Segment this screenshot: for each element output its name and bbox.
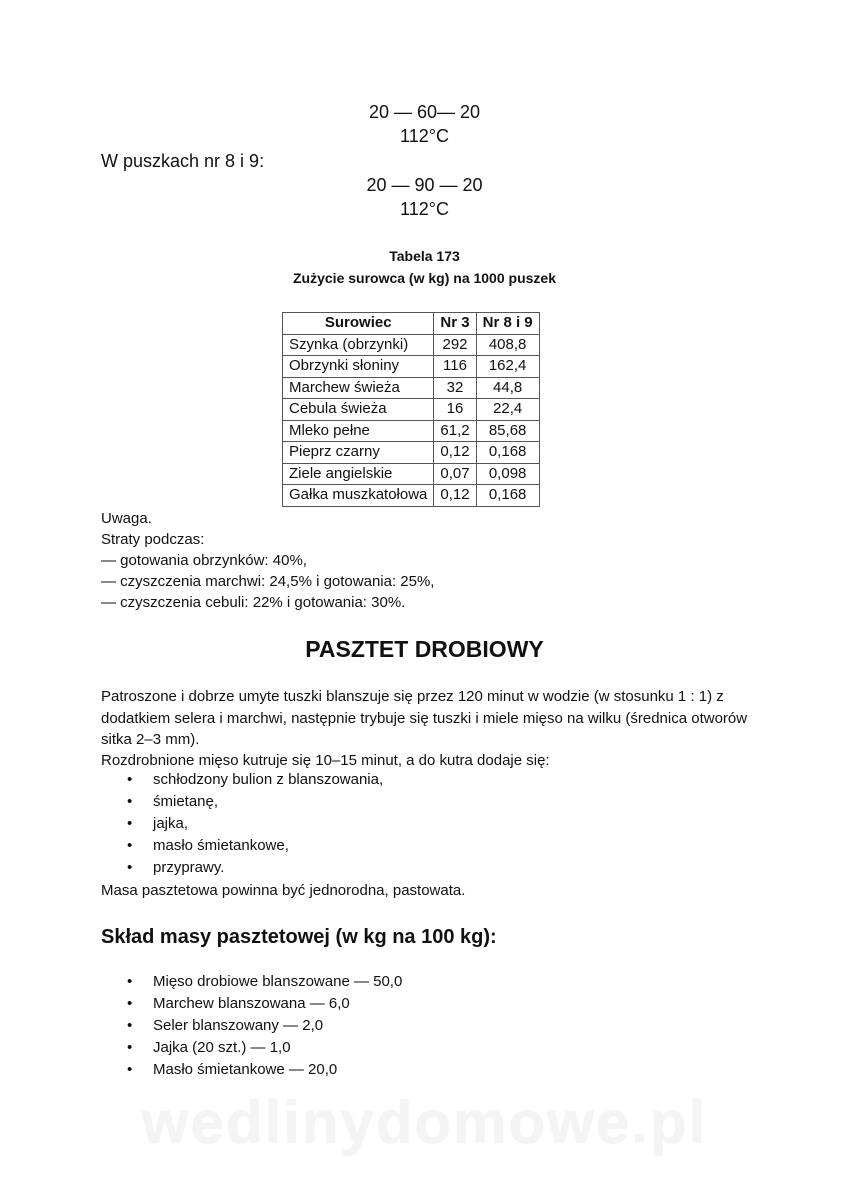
cell-nr3: 116 bbox=[434, 356, 476, 378]
list-item-text: schłodzony bulion z blanszowania, bbox=[153, 771, 384, 788]
cell-nr3: 16 bbox=[434, 399, 476, 421]
list-item-text: Seler blanszowany — 2,0 bbox=[153, 1017, 324, 1034]
formula-1-line-2: 112°C bbox=[400, 126, 449, 146]
bullet-icon: • bbox=[127, 1017, 133, 1034]
list-item bbox=[101, 1037, 402, 1059]
list-item-text: śmietanę, bbox=[153, 793, 219, 810]
composition-list bbox=[101, 971, 402, 1081]
header-nr3: Nr 3 bbox=[434, 313, 476, 335]
table-title: Zużycie surowca (w kg) na 1000 puszek bbox=[293, 270, 556, 286]
list-item bbox=[101, 1015, 402, 1037]
cell-material: Ziele angielskie bbox=[283, 463, 434, 485]
table-row bbox=[283, 334, 540, 356]
list-item-text: Marchew blanszowana — 6,0 bbox=[153, 995, 350, 1012]
list-item-text: Mięso drobiowe blanszowane — 50,0 bbox=[153, 973, 403, 990]
bullet-icon: • bbox=[127, 995, 133, 1012]
bullet-icon: • bbox=[127, 973, 133, 990]
cell-material: Cebula świeża bbox=[283, 399, 434, 421]
table-number: Tabela 173 bbox=[389, 248, 460, 264]
cell-nr3: 61,2 bbox=[434, 420, 476, 442]
list-item bbox=[101, 971, 402, 993]
recipe-paragraph-2: Rozdrobnione mięso kutruje się 10–15 minut, a do kutra dodaje się: bbox=[101, 752, 550, 769]
table-row bbox=[283, 356, 540, 378]
bullet-icon: • bbox=[127, 771, 133, 788]
bullet-icon: • bbox=[127, 1061, 133, 1078]
cell-material: Szynka (obrzynki) bbox=[283, 334, 434, 356]
cell-nr8-9: 22,4 bbox=[476, 399, 539, 421]
formula-1-line-1: 20 — 60— 20 bbox=[368, 102, 481, 122]
recipe-paragraph-3: Masa pasztetowa powinna być jednorodna, pastowata. bbox=[101, 882, 466, 899]
note-item: — czyszczenia cebuli: 22% i gotowania: 30%. bbox=[101, 594, 406, 611]
cell-nr8-9: 0,098 bbox=[476, 463, 539, 485]
cell-nr3: 0,07 bbox=[434, 463, 476, 485]
note-item: — gotowania obrzynków: 40%, bbox=[101, 552, 307, 569]
cell-nr3: 0,12 bbox=[434, 485, 476, 507]
composition-title: Skład masy pasztetowej (w kg na 100 kg): bbox=[101, 926, 497, 948]
table-row bbox=[283, 377, 540, 399]
added-items-list bbox=[101, 769, 383, 879]
cell-nr8-9: 0,168 bbox=[476, 442, 539, 464]
cell-nr8-9: 408,8 bbox=[476, 334, 539, 356]
list-item-text: jajka, bbox=[153, 815, 189, 832]
watermark: wedlinydomowe.pl bbox=[141, 1089, 708, 1156]
bullet-icon: • bbox=[127, 815, 133, 832]
table-row bbox=[283, 485, 540, 507]
note-intro: Straty podczas: bbox=[101, 531, 205, 548]
cell-nr3: 32 bbox=[434, 377, 476, 399]
cell-material: Mleko pełne bbox=[283, 420, 434, 442]
cell-nr8-9: 44,8 bbox=[476, 377, 539, 399]
table-row bbox=[283, 442, 540, 464]
list-item bbox=[101, 813, 383, 835]
list-item bbox=[101, 791, 383, 813]
cell-material: Gałka muszkatołowa bbox=[283, 485, 434, 507]
consumption-table bbox=[282, 312, 540, 507]
cell-nr8-9: 85,68 bbox=[476, 420, 539, 442]
list-item-text: masło śmietankowe, bbox=[153, 837, 289, 854]
table-row bbox=[283, 399, 540, 421]
cell-nr3: 0,12 bbox=[434, 442, 476, 464]
list-item bbox=[101, 857, 383, 879]
list-item-text: Jajka (20 szt.) — 1,0 bbox=[153, 1039, 291, 1056]
cell-material: Obrzynki słoniny bbox=[283, 356, 434, 378]
list-item-text: Masło śmietankowe — 20,0 bbox=[153, 1061, 338, 1078]
bullet-icon: • bbox=[127, 793, 133, 810]
cell-nr8-9: 0,168 bbox=[476, 485, 539, 507]
formula-2-line-2: 112°C bbox=[400, 199, 449, 219]
bullet-icon: • bbox=[127, 859, 133, 876]
recipe-title: PASZTET DROBIOWY bbox=[305, 636, 544, 662]
table-header-row bbox=[283, 313, 540, 335]
cell-material: Marchew świeża bbox=[283, 377, 434, 399]
recipe-paragraph-1: Patroszone i dobrze umyte tuszki blanszuje się przez 120 minut w wodzie (w stosunku 1 : 1) z dodatkiem selera i marchwi, następnie trybuje się tuszki i miele mięso na wilku (średnica otworów sitka 2–3 mm). bbox=[101, 688, 748, 748]
cans-label: W puszkach nr 8 i 9: bbox=[101, 151, 265, 171]
header-nr8-9: Nr 8 i 9 bbox=[476, 313, 539, 335]
header-raw-material: Surowiec bbox=[283, 313, 434, 335]
list-item bbox=[101, 993, 402, 1015]
list-item-text: przyprawy. bbox=[153, 859, 225, 876]
cell-nr8-9: 162,4 bbox=[476, 356, 539, 378]
list-item bbox=[101, 1059, 402, 1081]
bullet-icon: • bbox=[127, 1039, 133, 1056]
list-item bbox=[101, 835, 383, 857]
note-title: Uwaga. bbox=[101, 510, 152, 527]
cell-nr3: 292 bbox=[434, 334, 476, 356]
table-row bbox=[283, 463, 540, 485]
table-row bbox=[283, 420, 540, 442]
note-item: — czyszczenia marchwi: 24,5% i gotowania: 25%, bbox=[101, 573, 435, 590]
list-item bbox=[101, 769, 383, 791]
bullet-icon: • bbox=[127, 837, 133, 854]
cell-material: Pieprz czarny bbox=[283, 442, 434, 464]
formula-2-line-1: 20 — 90 — 20 bbox=[366, 175, 483, 195]
